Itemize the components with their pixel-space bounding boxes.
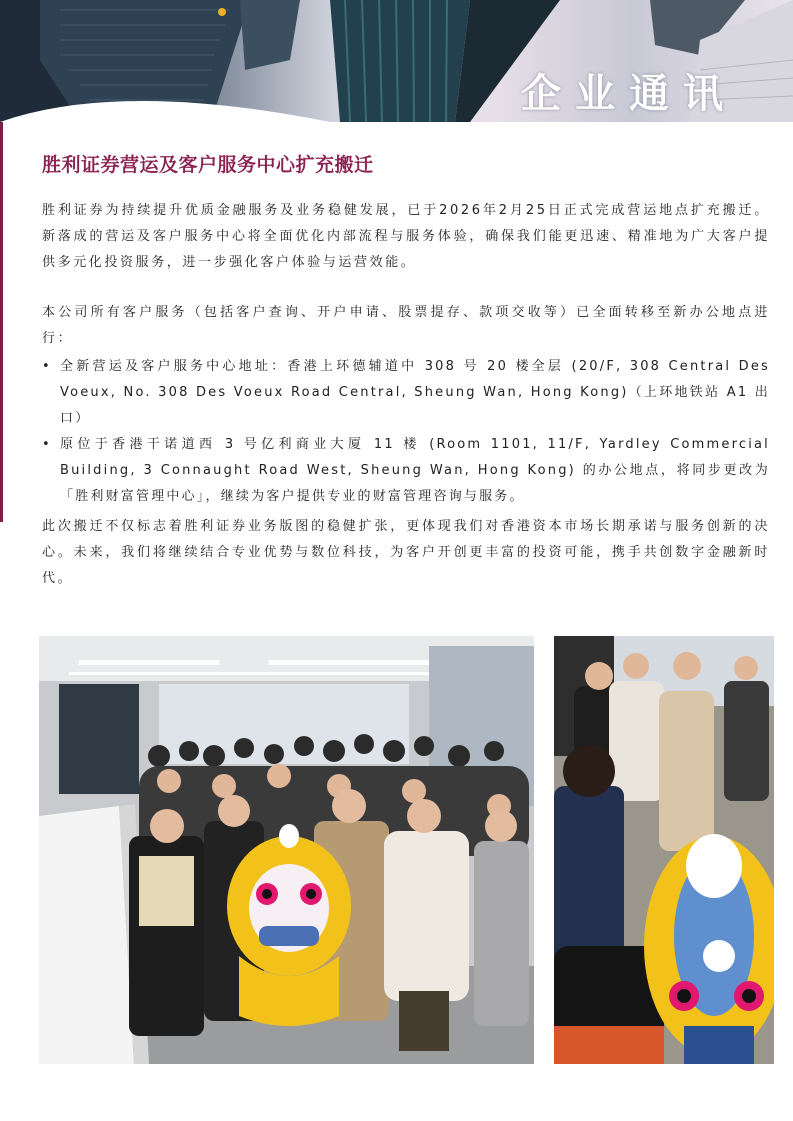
lion-dance-photo-image xyxy=(554,636,774,1064)
paragraph-services: 本公司所有客户服务（包括客户查询、开户申请、股票提存、款项交收等）已全面转移至新办公地点进行： xyxy=(42,305,770,346)
lion-dance-photo xyxy=(554,636,774,1064)
group-photo xyxy=(39,636,534,1064)
list-item: • 原位于香港干诺道西 3 号亿利商业大厦 11 楼 (Room 1101, 11/F, Yardley Commercial Building, 3 Connaught Road West, Sheung Wan, Hong Kong) 的办公地点，将同步更改为「胜利财富管理中心」，继续为客户提供专业的财富管理咨询与服务。 xyxy=(42,432,770,510)
article-title: 胜利证券营运及客户服务中心扩充搬迁 xyxy=(42,154,374,176)
banner-title: 企业通讯 xyxy=(521,71,737,117)
address-list xyxy=(42,354,770,510)
list-item: • 全新营运及客户服务中心地址：香港上环德辅道中 308 号 20 楼全层 (20/F, 308 Central Des Voeux, No. 308 Des Voeux Road Central, Sheung Wan, Hong Kong)（上环地铁站 A1 出口） xyxy=(42,354,770,432)
paragraph-intro: 胜利证券为持续提升优质金融服务及业务稳健发展，已于2026年2月25日正式完成营运地点扩充搬迁。新落成的营运及客户服务中心将全面优化内部流程与服务体验，确保我们能更迅速、精准地为广大客户提供多元化投资服务，进一步强化客户体验与运营效能。 xyxy=(42,203,770,270)
accent-divider xyxy=(0,122,3,522)
paragraph-closing: 此次搬迁不仅标志着胜利证券业务版图的稳健扩张，更体现我们对香港资本市场长期承诺与服务创新的决心。未来，我们将继续结合专业优势与数位科技，为客户开创更丰富的投资可能，携手共创数字金融新时代。 xyxy=(42,519,770,586)
header-banner xyxy=(0,0,793,122)
group-photo-image xyxy=(39,636,534,1064)
